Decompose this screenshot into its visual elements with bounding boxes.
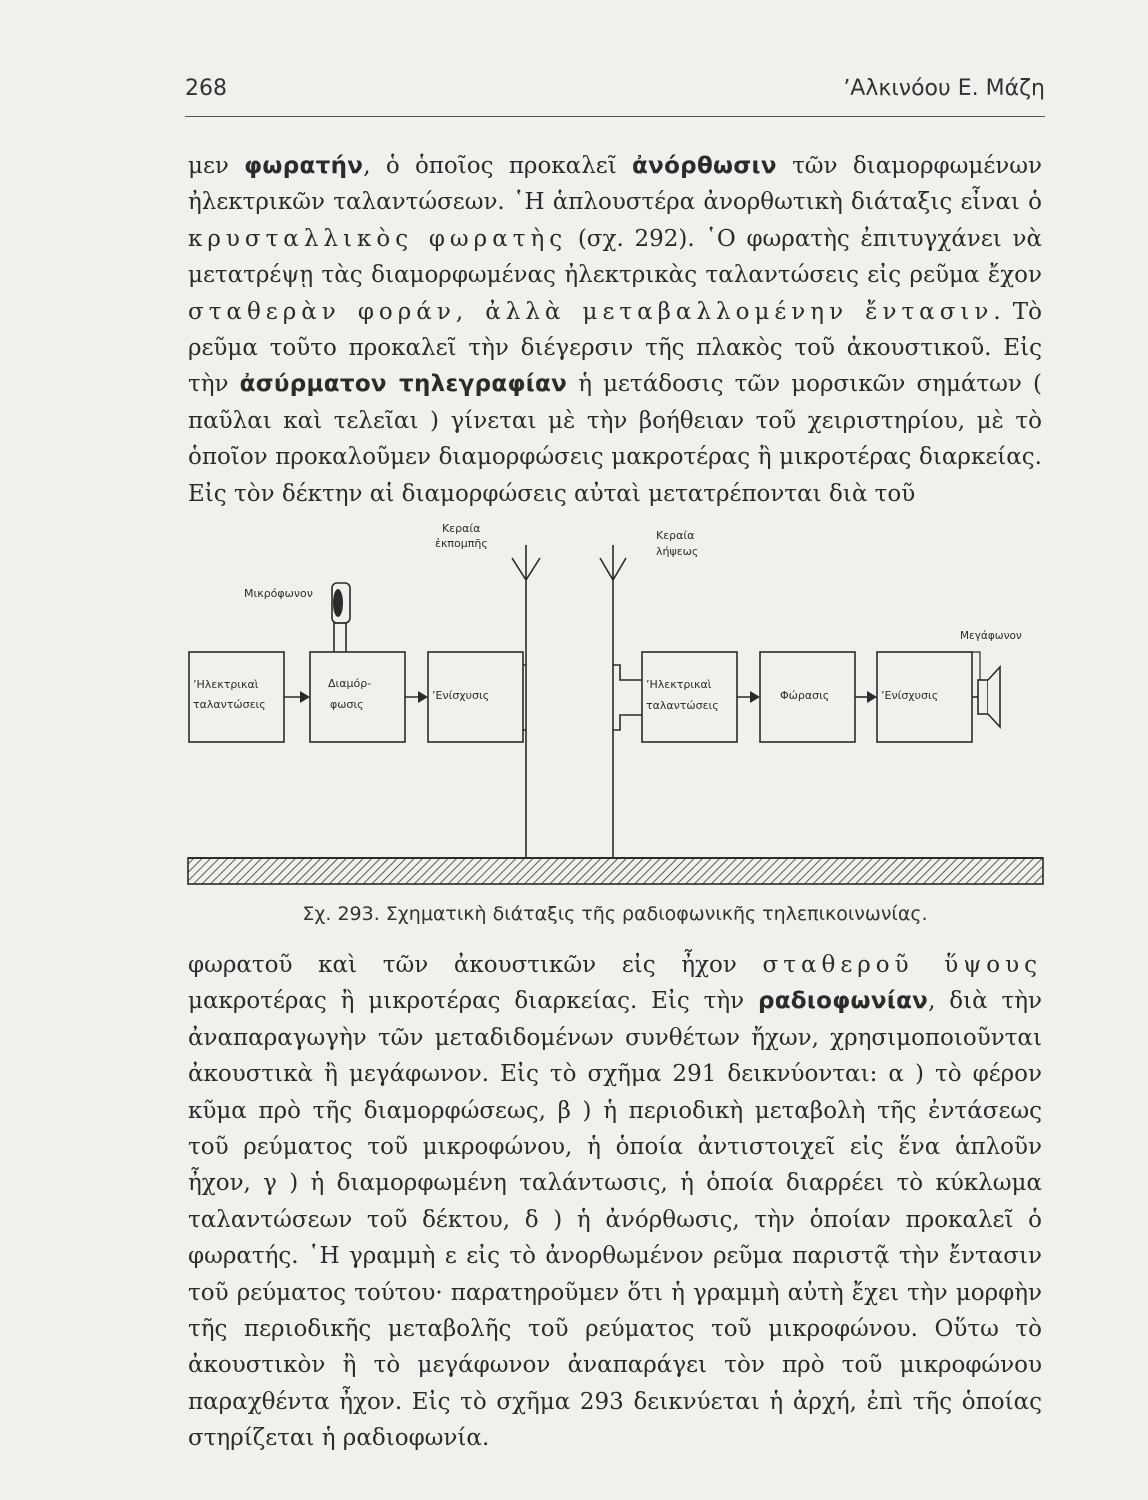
text-run: . Τὸ ρεῦμα τοῦτο προκαλεῖ τὴν διέγερσιν τῆς πλακὸς τοῦ ἀκουστικοῦ. Εἰς τὴν: [188, 298, 1042, 398]
figure-293-radio-diagram: [180, 515, 1050, 900]
label-osc-rx-2: ταλαντώσεις: [646, 699, 719, 712]
label-amp-rx: ʼΕνίσχυσις: [881, 689, 939, 702]
spaced-term-constant-pitch: σταθεροῦ ὕψους: [762, 952, 1042, 978]
label-osc-tx-2: ταλαντώσεις: [193, 698, 266, 711]
loudspeaker-icon: [978, 680, 988, 714]
label-modulation: Διαμόρ-: [328, 677, 372, 690]
label-osc-tx: ʼΗλεκτρικαὶ: [193, 678, 259, 691]
block-modulation: [310, 652, 405, 742]
block-oscillations-rx: [642, 652, 737, 742]
page-header: [185, 76, 1045, 110]
text-run: μακροτέρας ἢ μικροτέρας διαρκείας. Εἰς τὴν: [188, 988, 758, 1015]
ground-hatch: [188, 858, 1043, 884]
page-number: 268: [185, 76, 227, 101]
label-antenna-rx: Κεραία: [656, 529, 695, 542]
label-microphone: Μικρόφωνον: [244, 587, 313, 600]
text-run: φωρατοῦ καὶ τῶν ἀκουστικῶν εἰς ἦχον: [188, 952, 763, 978]
text-run: τῶν διαμορφωμένων ἠλεκτρικῶν ταλαντώσεων. ῾Η ἁπλουστέρα ἀνορθωτικὴ διάταξις εἶναι ὁ: [188, 153, 1042, 216]
paragraph-2: [188, 947, 1042, 1457]
label-amp-tx: ʼΕνίσχυσις: [432, 689, 490, 702]
bold-term-radio: ραδιοφωνίαν: [757, 988, 929, 1015]
label-loudspeaker: Μεγάφωνον: [960, 630, 1022, 642]
header-rule: [185, 116, 1045, 117]
figure-caption: Σχ. 293. Σχηματικὴ διάταξις τῆς ραδιοφωνικῆς τηλεπικοινωνίας.: [302, 903, 928, 925]
label-modulation-2: φωσις: [330, 698, 364, 711]
arrowheads: [300, 589, 877, 703]
text-run: ἡ μετάδοσις τῶν μορσικῶν σημάτων ( παῦλαι καὶ τελεῖαι ) γίνεται μὲ τὴν βοήθειαν τοῦ χειριστηρίου, μὲ τὸ ὁποῖον προκαλοῦμεν διαμορφώσεις μακροτέρας ἢ μικροτέρας διαρκείας. Εἰς τὸν δέκτην αἱ διαμορφώσεις αὐταὶ μετατρέπονται διὰ τοῦ: [188, 371, 1043, 507]
label-antenna-tx-2: ἐκπομπῆς: [435, 537, 488, 550]
transmit-antenna-icon: [512, 545, 540, 858]
receive-antenna-icon: [600, 545, 626, 858]
bold-term-detector: φωρατήν: [244, 153, 364, 179]
spaced-term-crystal-detector: κρυσταλλικὸς φωρατὴς: [188, 225, 568, 252]
running-head-author: ʼΑλκινόου Ε. Μάζη: [843, 76, 1045, 101]
paragraph-1: [188, 148, 1042, 512]
label-detection: Φώρασις: [780, 689, 830, 702]
text-run: , διὰ τὴν ἀναπαραγωγὴν τῶν μεταδιδομένων συνθέτων ἤχων, χρησιμοποιοῦνται ἀκουστικὰ ἢ μεγάφωνον. Εἰς τὸ σχῆμα 291 δεικνύονται: α ) τὸ φέρον κῦμα πρὸ τῆς διαμορφώσεως, β ) ἡ περιοδικὴ μεταβολὴ τῆς ἐντάσεως τοῦ ρεύματος τοῦ μικροφώνου, ἡ ὁποία ἀντιστοιχεῖ εἰς ἕνα ἁπλοῦν ἦχον, γ ) ἡ διαμορφωμένη ταλάντωσις, ἡ ὁποία διαρρέει τὸ κύκλωμα ταλαντώσεων τοῦ δέκτου, δ ) ἡ ἀνόρθωσις, τὴν ὁποίαν προκαλεῖ ὁ φωρατής. ῾Η γραμμὴ ε εἰς τὸ ἀνορθωμένον ρεῦμα παριστᾷ τὴν ἔντασιν τοῦ ρεύματος τούτου· παρατηροῦμεν ὅτι ἡ γραμμὴ αὐτὴ ἔχει τὴν μορφὴν τῆς περιοδικῆς μεταβολῆς τοῦ ρεύματος τοῦ μικροφώνου. Οὕτω τὸ ἀκουστικὸν ἢ τὸ μεγάφωνον ἀναπαράγει τὸν πρὸ τοῦ μικροφώνου παραχθέντα ἦχον. Εἰς τὸ σχῆμα 293 δεικνύεται ἡ ἀρχή, ἐπὶ τῆς ὁποίας στηρίζεται ἡ ραδιοφωνία.: [188, 988, 1042, 1452]
bold-term-rectification: ἀνόρθωσιν: [632, 153, 777, 179]
block-oscillations-tx: [189, 652, 284, 742]
text-run: , ὁ ὁποῖος προκαλεῖ: [363, 153, 633, 179]
text-run: μεν: [188, 153, 245, 179]
spaced-term-direction: σταθερὰν φοράν, ἀλλὰ μεταβαλλομένην ἔντασιν: [188, 298, 994, 325]
bold-term-wireless-telegraphy: ἀσύρματον τηλεγραφίαν: [239, 371, 568, 398]
label-antenna-tx: Κεραία: [442, 522, 481, 535]
text-run: (σχ. 292). ῾Ο φωρατὴς ἐπιτυγχάνει νὰ μετατρέψῃ τὰς διαμορφωμένας ἠλεκτρικὰς ταλαντώσεις εἰς ρεῦμα ἔχον: [188, 225, 1042, 289]
label-antenna-rx-2: λήψεως: [656, 545, 699, 558]
radio-block-diagram: [180, 515, 1050, 900]
label-osc-rx: ʼΗλεκτρικαὶ: [646, 678, 712, 691]
